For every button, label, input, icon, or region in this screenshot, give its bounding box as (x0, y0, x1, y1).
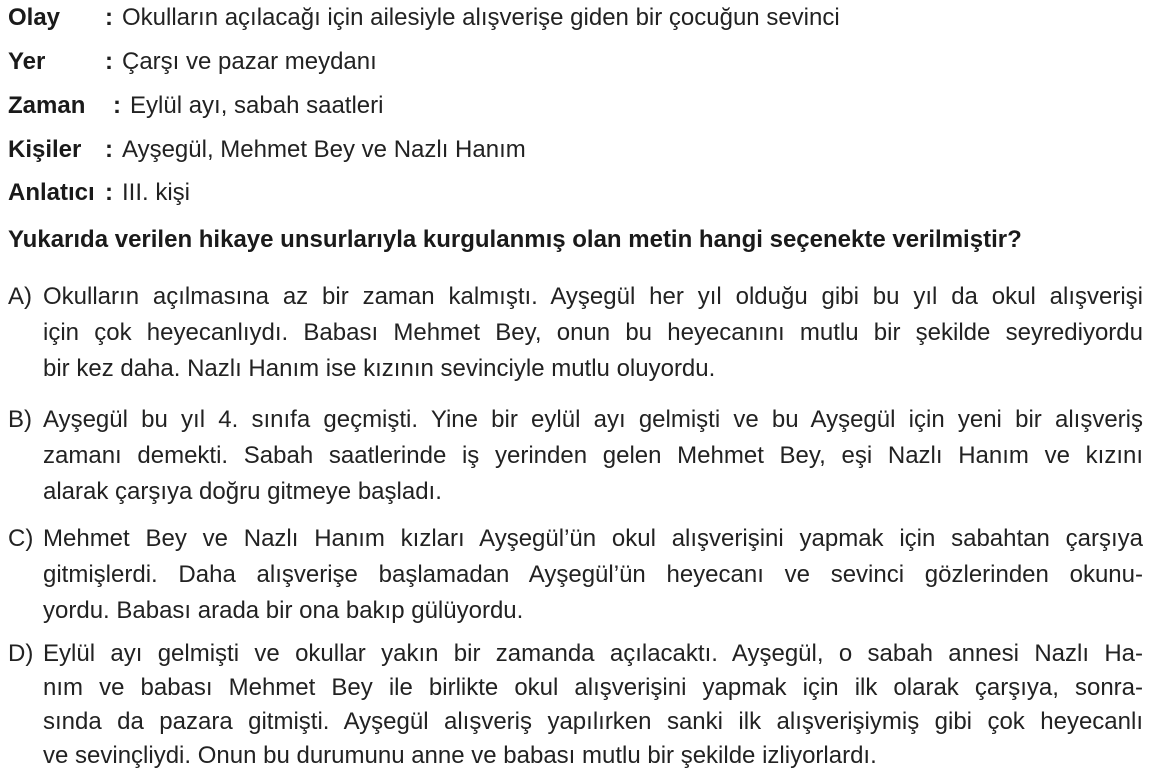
info-colon: : (113, 92, 121, 119)
info-value: Çarşı ve pazar meydanı (122, 48, 377, 75)
option-line: sında da pazara gitmişti. Ayşegül alışveriş yapılırken sanki ilk alışverişiymiş gibi çok heyecanlı (43, 708, 1143, 735)
option-line: ve sevinçliydi. Onun bu durumunu anne ve babası mutlu bir şekilde izliyorlardı. (43, 742, 877, 769)
option-line: bir kez daha. Nazlı Hanım ise kızının sevinciyle mutlu oluyordu. (43, 355, 716, 382)
info-label: Olay (8, 4, 61, 31)
question-text: Yukarıda verilen hikaye unsurlarıyla kurgulanmış olan metin hangi seçenekte verilmiştir? (8, 226, 1022, 253)
option-line: nım ve babası Mehmet Bey ile birlikte okul alışverişini yapmak için ilk olarak çarşıya, sonra- (43, 674, 1143, 701)
info-value: Ayşegül, Mehmet Bey ve Nazlı Hanım (122, 136, 526, 163)
option-line: yordu. Babası arada bir ona bakıp gülüyordu. (43, 597, 524, 624)
info-colon: : (105, 4, 113, 31)
option-line: Mehmet Bey ve Nazlı Hanım kızları Ayşegül’ün okul alışverişini yapmak için sabahtan çarşıya (43, 525, 1143, 552)
option-line: için çok heyecanlıydı. Babası Mehmet Bey, onun bu heyecanını mutlu bir şekilde seyrediyordu (43, 319, 1143, 346)
info-label: Zaman (8, 92, 86, 119)
option-letter: D) (8, 640, 34, 667)
option-letter: A) (8, 283, 32, 310)
info-colon: : (105, 179, 113, 206)
info-label: Kişiler (8, 136, 82, 163)
info-value: III. kişi (122, 179, 191, 206)
info-value: Eylül ayı, sabah saatleri (130, 92, 384, 119)
option-letter: B) (8, 406, 32, 433)
info-label: Yer (8, 48, 46, 75)
option-line: alarak çarşıya doğru gitmeye başladı. (43, 478, 442, 505)
option-line: gitmişlerdi. Daha alışverişe başlamadan Ayşegül’ün heyecanı ve sevinci gözlerinden okunu- (43, 561, 1143, 588)
info-colon: : (105, 48, 113, 75)
info-label: Anlatıcı (8, 179, 95, 206)
option-line: Okulların açılmasına az bir zaman kalmıştı. Ayşegül her yıl olduğu gibi bu yıl da okul alışverişi (43, 283, 1143, 310)
option-line: Eylül ayı gelmişti ve okullar yakın bir zamanda açılacaktı. Ayşegül, o sabah annesi Nazlı Ha- (43, 640, 1143, 667)
option-letter: C) (8, 525, 34, 552)
info-value: Okulların açılacağı için ailesiyle alışverişe giden bir çocuğun sevinci (122, 4, 840, 31)
info-colon: : (105, 136, 113, 163)
option-line: Ayşegül bu yıl 4. sınıfa geçmişti. Yine bir eylül ayı gelmişti ve bu Ayşegül için yeni bir alışveriş (43, 406, 1143, 433)
option-line: zamanı demekti. Sabah saatlerinde iş yerinden gelen Mehmet Bey, eşi Nazlı Hanım ve kızını (43, 442, 1143, 469)
